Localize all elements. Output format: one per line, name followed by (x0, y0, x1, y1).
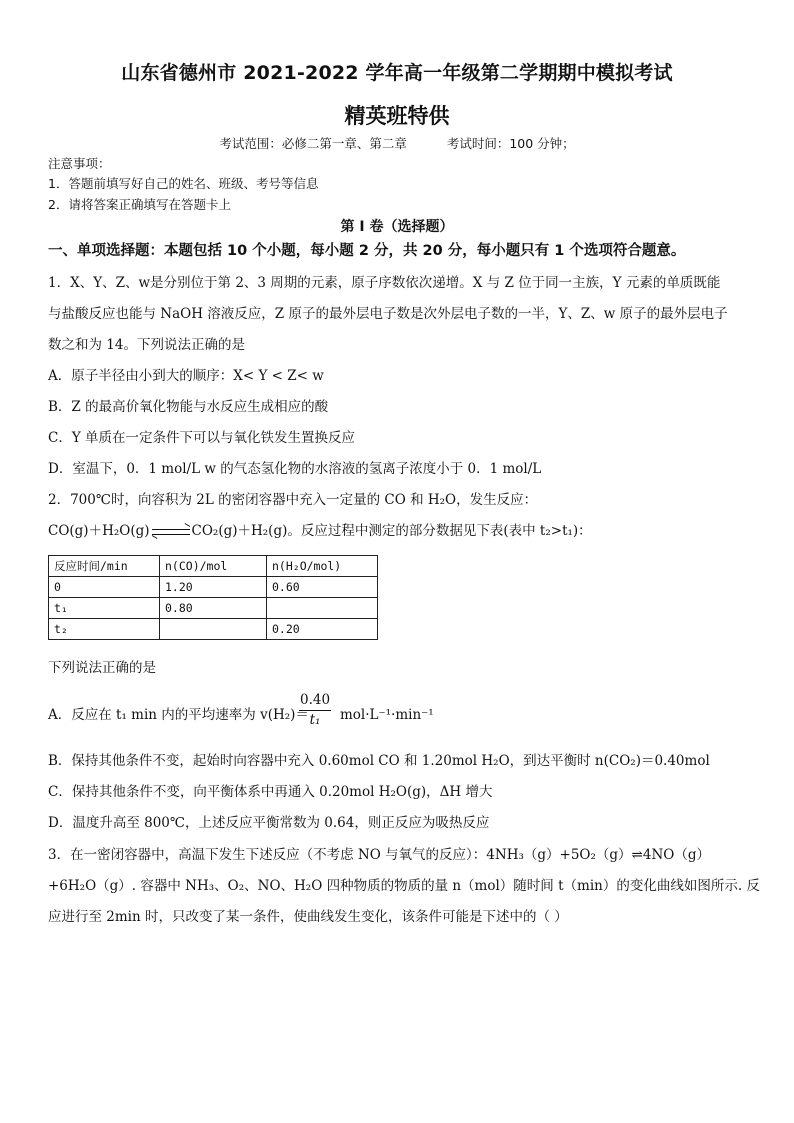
q2-stem: 2．700℃时，向容积为 2L 的密闭容器中充入一定量的 CO 和 H₂O，发生反应： (48, 492, 538, 508)
q2-option-a-text: A．反应在 t₁ min 内的平均速率为 v(H₂)＝ (48, 707, 309, 723)
q2-option-b: B．保持其他条件不变，起始时向容器中充入 0.60mol CO 和 1.20mol H₂O，到达平衡时 n(CO₂)＝0.40mol (48, 753, 710, 769)
reaction-data-table (48, 555, 378, 640)
q1-stem-line: 1．X、Y、Z、w是分别位于第 2、3 周期的元素，原子序数依次递增。X 与 Z 位于同一主族，Y 元素的单质既能 (48, 275, 721, 291)
fraction-numerator: 0.40 (300, 692, 331, 708)
q1-stem-line: 与盐酸反应也能与 NaOH 溶液反应，Z 原子的最外层电子数是次外层电子数的一半，Y、Z、w 原子的最外层电子 (48, 306, 728, 322)
fraction-bar (299, 710, 331, 711)
exam-subtitle: 精英班特供 (344, 104, 450, 128)
q2-equation (48, 522, 592, 540)
exam-title: 山东省德州市 2021-2022 学年高一年级第二学期期中模拟考试 (121, 62, 673, 84)
q1-option-d: D．室温下，0．1 mol/L w 的气态氢化物的水溶液的氢离子浓度小于 0．1 mol/L (48, 461, 542, 477)
table-header-cell: 反应时间/min (49, 556, 160, 577)
table-row (49, 619, 378, 640)
table-cell (160, 619, 267, 640)
table-cell: 0.80 (160, 598, 267, 619)
table-cell: t₁ (49, 598, 160, 619)
fraction-denominator: t₁ (309, 712, 321, 728)
q1-stem-line: 数之和为 14。下列说法正确的是 (48, 337, 245, 353)
equilibrium-arrow-icon (152, 527, 190, 537)
rate-fraction (298, 692, 332, 729)
table-cell: 1.20 (160, 577, 267, 598)
equation-reactants: CO(g)＋H₂O(g) (48, 523, 150, 539)
q3-stem-line: 应进行至 2min 时，只改变了某一条件，使曲线发生变化，该条件可能是下述中的（ ） (48, 909, 568, 925)
table-row (49, 598, 378, 619)
q1-option-a: A．原子半径由小到大的顺序：X< Y < Z< w (48, 368, 324, 384)
table-cell: t₂ (49, 619, 160, 640)
exam-scope: 考试范围：必修二第一章、第二章 (219, 136, 407, 151)
table-header-cell: n(H₂O/mol) (267, 556, 378, 577)
table-row (49, 577, 378, 598)
notes-item: 1．答题前填写好自己的姓名、班级、考号等信息 (48, 176, 319, 191)
table-header-row (49, 556, 378, 577)
q1-option-c: C．Y 单质在一定条件下可以与氧化铁发生置换反应 (48, 430, 356, 446)
exam-meta (0, 134, 794, 152)
exam-time: 考试时间：100 分钟； (446, 136, 575, 151)
q2-option-c: C．保持其他条件不变，向平衡体系中再通入 0.20mol H₂O(g)，ΔH 增大 (48, 784, 493, 800)
q1-option-b: B．Z 的最高价氧化物能与水反应生成相应的酸 (48, 399, 329, 415)
table-cell: 0.20 (267, 619, 378, 640)
q2-prompt: 下列说法正确的是 (48, 660, 156, 676)
notes-heading: 注意事项： (48, 156, 111, 171)
table-cell (267, 598, 378, 619)
volume-title: 第 I 卷（选择题） (340, 219, 454, 235)
equation-products: CO₂(g)＋H₂(g)。反应过程中测定的部分数据见下表(表中 t₂>t₁)： (191, 523, 592, 539)
q2-option-d: D．温度升高至 800℃，上述反应平衡常数为 0.64，则正反应为吸热反应 (48, 815, 490, 831)
q2-option-a-unit: mol·L⁻¹·min⁻¹ (340, 707, 434, 723)
section-title: 一、单项选择题：本题包括 10 个小题，每小题 2 分，共 20 分，每小题只有 1 个选项符合题意。 (48, 243, 686, 259)
table-header-cell: n(CO)/mol (160, 556, 267, 577)
q3-stem-line: +6H₂O（g）. 容器中 NH₃、O₂、NO、H₂O 四种物质的物质的量 n（mol）随时间 t（min）的变化曲线如图所示. 反 (48, 878, 760, 894)
q3-stem-line: 3．在一密闭容器中，高温下发生下述反应（不考虑 NO 与氧气的反应）：4NH₃（g）+5O₂（g）⇌4NO（g） (48, 847, 710, 863)
table-cell: 0.60 (267, 577, 378, 598)
notes-item: 2．请将答案正确填写在答题卡上 (48, 197, 231, 212)
table-cell: 0 (49, 577, 160, 598)
